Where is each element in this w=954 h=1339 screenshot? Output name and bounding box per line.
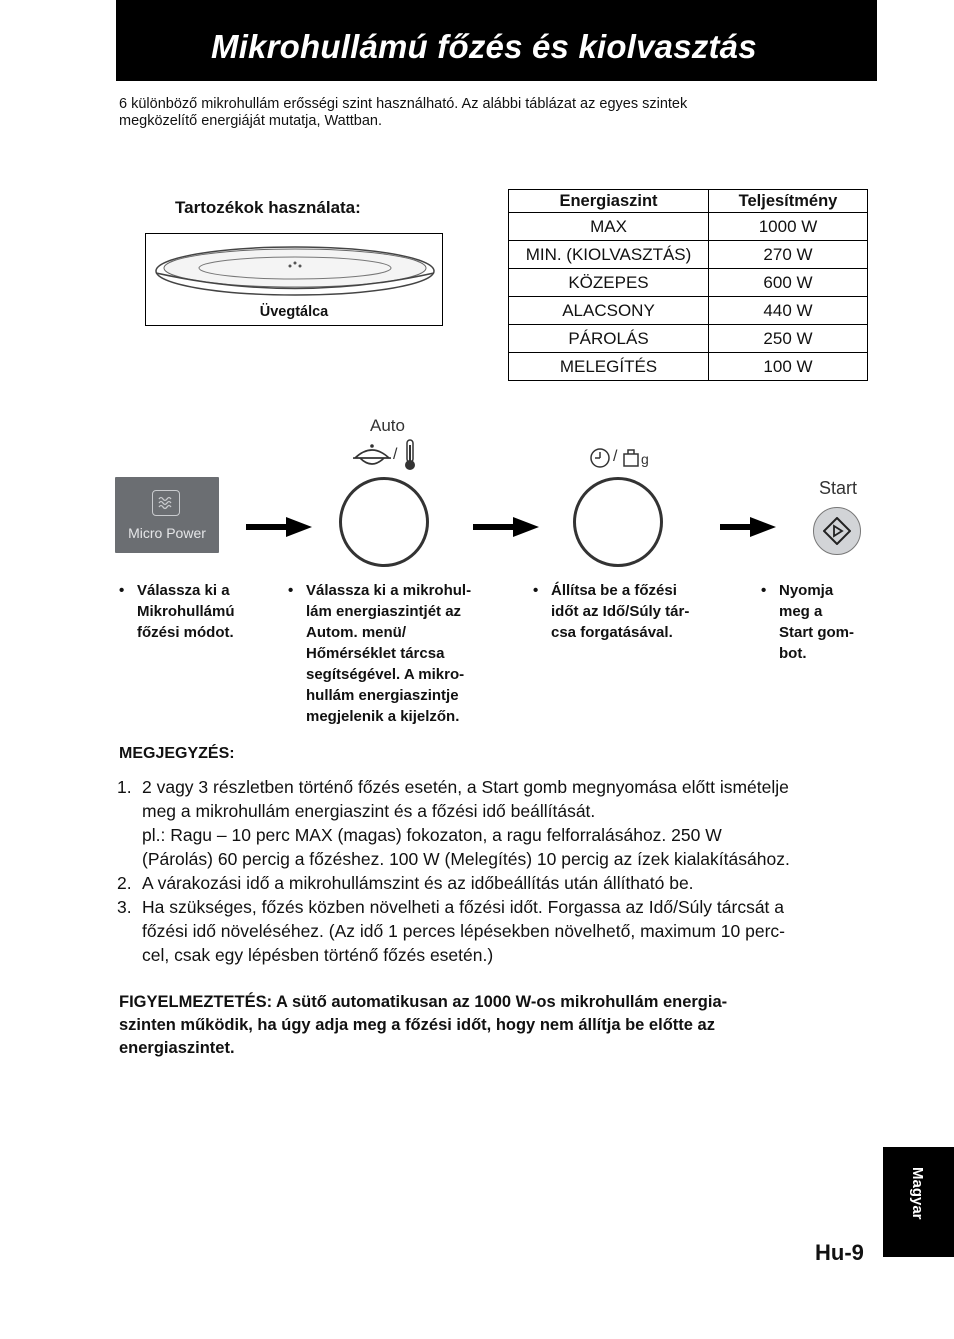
warning-text bbox=[119, 991, 859, 1060]
warning-line: szinten működik, ha úgy adja meg a főzési időt, hogy nem állítja be előtte az bbox=[119, 1016, 715, 1034]
table-row bbox=[509, 297, 868, 325]
step-line: Start gom- bbox=[779, 624, 854, 641]
language-tab bbox=[883, 1147, 954, 1257]
step-line: Nyomja bbox=[779, 582, 834, 599]
step-line: Mikrohullámú bbox=[137, 603, 235, 620]
table-cell: 270 W bbox=[709, 241, 868, 269]
accessories-label: Tartozékok használata: bbox=[175, 198, 361, 217]
bullet: • bbox=[533, 582, 539, 599]
step-line: Válassza ki a bbox=[137, 582, 230, 599]
step-line: főzési módot. bbox=[137, 624, 234, 641]
notes-list bbox=[117, 775, 882, 967]
table-cell: 440 W bbox=[709, 297, 868, 325]
table-row bbox=[509, 353, 868, 381]
step-line: időt az Idő/Súly tár- bbox=[551, 603, 690, 620]
auto-menu-temperature-dial[interactable] bbox=[339, 477, 429, 567]
step-line: hullám energiaszintje bbox=[306, 687, 459, 704]
note-number: 2. bbox=[117, 873, 132, 893]
list-item bbox=[117, 775, 882, 871]
table-header-row bbox=[509, 190, 868, 213]
step-line: bot. bbox=[779, 645, 807, 662]
notes-heading: MEGJEGYZÉS: bbox=[119, 745, 235, 762]
table-cell: 600 W bbox=[709, 269, 868, 297]
step-line: segítségével. A mikro- bbox=[306, 666, 465, 683]
tray-caption: Üvegtálca bbox=[259, 304, 329, 320]
note-line: pl.: Ragu – 10 perc MAX (magas) fokozaton, a ragu felforralásához. 250 W bbox=[142, 825, 722, 845]
table-cell: KÖZEPES bbox=[509, 269, 709, 297]
bullet: • bbox=[761, 582, 767, 599]
start-label: Start bbox=[819, 478, 858, 498]
note-number: 1. bbox=[117, 777, 132, 797]
list-item bbox=[117, 895, 882, 967]
start-button[interactable] bbox=[813, 507, 861, 555]
note-line: (Párolás) 60 percig a főzéshez. 100 W (Melegítés) 10 percig az ízek kialakításához. bbox=[142, 849, 790, 869]
step-3-text bbox=[533, 580, 731, 643]
table-cell: 1000 W bbox=[709, 213, 868, 241]
column-header: Energiaszint bbox=[509, 190, 709, 213]
table-row bbox=[509, 325, 868, 353]
table-row bbox=[509, 213, 868, 241]
auto-label: Auto bbox=[370, 416, 405, 435]
micro-power-button[interactable] bbox=[115, 477, 219, 553]
column-header: Teljesítmény bbox=[709, 190, 868, 213]
weight-icon bbox=[622, 446, 640, 468]
intro-line-2: megközelítő energiáját mutatja, Wattban. bbox=[119, 112, 383, 129]
table-cell: ALACSONY bbox=[509, 297, 709, 325]
glass-tray-figure bbox=[145, 233, 443, 326]
step-line: lám energiaszintjét az bbox=[306, 603, 462, 620]
power-level-table bbox=[508, 189, 868, 381]
weight-unit: g bbox=[641, 451, 649, 467]
food-cover-icon bbox=[352, 440, 392, 470]
intro-line-1: 6 különböző mikrohullám erősségi szint használható. Az alábbi táblázat az egyes szintek bbox=[119, 96, 688, 112]
bullet: • bbox=[119, 582, 125, 599]
note-line: 2 vagy 3 részletben történő főzés esetén, a Start gomb megnyomása előtt ismételje bbox=[142, 777, 789, 797]
bullet: • bbox=[288, 582, 294, 599]
arrow-right-icon bbox=[246, 517, 312, 537]
note-line: cel, csak egy lépésben történő főzés esetén.) bbox=[142, 945, 494, 965]
warning-line: FIGYELMEZTETÉS: A sütő automatikusan az 1000 W-os mikrohullám energia- bbox=[119, 993, 728, 1011]
title-bar bbox=[116, 0, 877, 81]
intro-text bbox=[119, 96, 859, 129]
table-cell: MAX bbox=[509, 213, 709, 241]
clock-icon bbox=[589, 447, 611, 469]
note-line: főzési idő növeléséhez. (Az idő 1 perces lépésekben növelhető, maximum 10 perc- bbox=[142, 921, 785, 941]
list-item bbox=[117, 871, 882, 895]
micro-power-label: Micro Power bbox=[128, 525, 206, 541]
start-diamond-icon bbox=[823, 517, 851, 545]
glass-tray-icon bbox=[154, 238, 436, 300]
slash-separator: / bbox=[613, 448, 618, 465]
time-weight-dial[interactable] bbox=[573, 477, 663, 567]
step-line: Hőmérséklet tárcsa bbox=[306, 645, 445, 662]
warning-line: energiaszintet. bbox=[119, 1039, 235, 1057]
note-line: meg a mikrohullám energiaszint és a főzési idő beállítását. bbox=[142, 801, 596, 821]
note-number: 3. bbox=[117, 897, 132, 917]
step-1-text bbox=[119, 580, 267, 643]
table-cell: 100 W bbox=[709, 353, 868, 381]
table-cell: PÁROLÁS bbox=[509, 325, 709, 353]
table-row bbox=[509, 269, 868, 297]
step-2-text bbox=[288, 580, 516, 727]
language-tab-label: Magyar bbox=[909, 1167, 926, 1220]
step-line: csa forgatásával. bbox=[551, 624, 673, 641]
step-4-text bbox=[761, 580, 879, 664]
microwave-wave-icon bbox=[152, 490, 180, 516]
arrow-right-icon bbox=[473, 517, 539, 537]
thermometer-icon bbox=[403, 439, 417, 471]
step-line: Állítsa be a főzési bbox=[551, 582, 677, 599]
table-cell: 250 W bbox=[709, 325, 868, 353]
slash-separator: / bbox=[393, 446, 398, 463]
arrow-right-icon bbox=[720, 517, 776, 537]
note-line: Ha szükséges, főzés közben növelheti a főzési időt. Forgassa az Idő/Súly tárcsát a bbox=[142, 897, 785, 917]
step-line: megjelenik a kijelzőn. bbox=[306, 708, 460, 725]
table-cell: MIN. (KIOLVASZTÁS) bbox=[509, 241, 709, 269]
step-line: Válassza ki a mikrohul- bbox=[306, 582, 472, 599]
table-row bbox=[509, 241, 868, 269]
note-line: A várakozási idő a mikrohullámszint és az időbeállítás után állítható be. bbox=[142, 873, 694, 893]
step-line: Autom. menü/ bbox=[306, 624, 406, 641]
page-title: Mikrohullámú főzés és kiolvasztás bbox=[211, 28, 757, 65]
page-number: Hu-9 bbox=[815, 1240, 864, 1265]
table-cell: MELEGÍTÉS bbox=[509, 353, 709, 381]
step-line: meg a bbox=[779, 603, 823, 620]
